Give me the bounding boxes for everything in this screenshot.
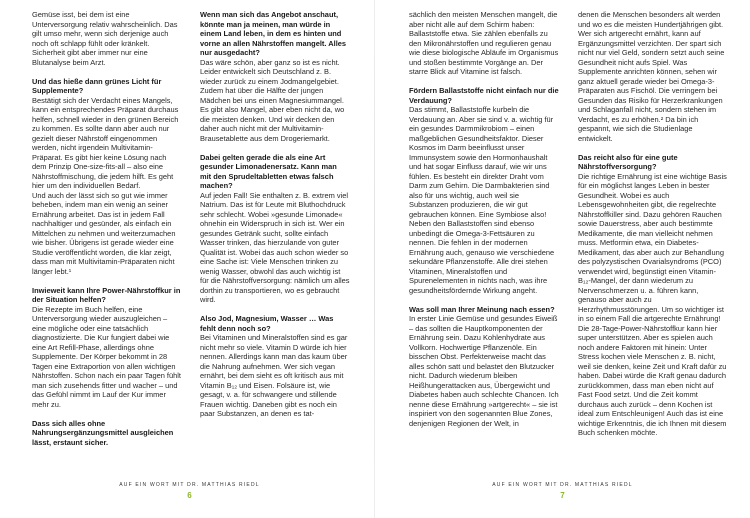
paragraph-spacer [32, 409, 182, 419]
interview-question: Also Jod, Magnesium, Wasser … Was fehlt denn noch so? [200, 314, 334, 333]
interview-question: Was soll man Ihrer Meinung nach essen? [409, 304, 555, 314]
page-number: 7 [560, 491, 565, 500]
body-paragraph: Das wäre schön, aber ganz so ist es nicht. Leider entwickelt sich Deutschland z. B. wieder zurück zu einem Jodmangelgebiet. Zudem hat über die Hälfte der jungen Mädchen bei uns einen Magnesiummangel. Es gibt also Mangel, aber eben nicht da, wo die meisten denken. Und wir decken den daher auch nicht mit der Multivitamin-Brausetablette aus dem Drogeriemarkt. [200, 57, 345, 143]
interview-question: Das reicht also für eine gute Nährstoffversorgung? [578, 152, 678, 171]
body-paragraph: Und auch der lässt sich so gut wie immer beheben, indem man ein wenig an seiner Ernährung arbeitet. Das ist in jedem Fall nachhaltiger und gesünder, als einfach ein Mittelchen zu nehmen und weiterzumachen wie bisher. Übrigens ist gerade wieder eine Studie veröffentlicht worden, die klar zeigt, dass man mit Multivitamin-Präparaten nicht länger lebt.¹ [32, 190, 176, 276]
page-number: 6 [187, 491, 192, 500]
paragraph-spacer [578, 143, 728, 153]
interview-question: Fördern Ballaststoffe nicht einfach nur die Verdauung? [409, 86, 559, 105]
left-page-column-1 [32, 10, 182, 485]
right-page-column-2 [578, 10, 728, 485]
running-footer: AUF EIN WORT MIT DR. MATTHIAS RIEDL [492, 482, 633, 488]
interview-question: Dabei gelten gerade die als eine Art gesunder Limonadenersatz. Kann man mit den Sprudeltabletten etwas falsch machen? [200, 152, 337, 190]
interview-question: Inwieweit kann Ihre Power-Nährstoffkur in der Situation helfen? [32, 285, 181, 304]
body-paragraph: Bei Vitaminen und Mineralstoffen sind es gar nicht mehr so viele. Vitamin D würde ich hier nennen. Allerdings kann man das kaum über die Nahrung aufnehmen. Wer sich vegan ernährt, bei dem sieht es oft kritisch aus mit Vitamin B₁₂ und Eisen. Folsäure ist, wie gesagt, v. a. für schwangere und stillende Frauen wichtig. Daneben gibt es noch ein paar Substanzen, an denen es tat- [200, 333, 348, 418]
interview-question: Wenn man sich das Angebot anschaut, könnte man ja meinen, man würde in einem Land leben, in dem es hinten und vorne an allen Nährstoffen mangelt. Alles nur ausgedacht? [200, 10, 347, 57]
paragraph-spacer [200, 143, 350, 153]
body-paragraph: Gemüse isst, bei dem ist eine Unterversorgung relativ wahrscheinlich. Das gilt umso mehr, wenn sich derjenige auch noch oft schlapp fühlt oder kränkelt. Sicherheit gibt aber immer nur eine Blutanalyse beim Arzt. [32, 10, 178, 67]
paragraph-spacer [409, 295, 559, 305]
interview-question: Dass sich alles ohne Nahrungsergänzungsmittel ausgleichen lässt, erstaunt sicher. [32, 418, 174, 447]
body-paragraph: Bestätigt sich der Verdacht eines Mangels, kann ein entsprechendes Präparat durchaus helfen, schnell wieder in den grünen Bereich zu kommen. Es sollte dann aber auch nur gezielt dieser Nährstoff eingenommen werden, nicht irgendein Multivitamin-Präparat. Es gibt hier keine Lösung nach dem Prinzip One-size-fits-all – also eine Nährstoffmischung, die jedem hilft. Es geht hier um den individuellen Bedarf. [32, 95, 179, 190]
body-paragraph: sächlich den meisten Menschen mangelt, die aber nicht alle auf dem Schirm haben: Ballaststoffe etwa. Sie zählen ebenfalls zu den Mikronährstoffen und regulieren genau wie diese biologische Abläufe im Organismus und stoßen bestimmte Vorgänge an. Der starre Blick auf Vitamine ist falsch. [409, 10, 559, 76]
body-paragraph: Auf jeden Fall! Sie enthalten z. B. extrem viel Natrium. Das ist für Leute mit Bluthochdruck sehr schlecht. Wobei »gesunde Limonade« ohnehin ein Widerspruch in sich ist. Wer ein gesundes Getränk sucht, sollte einfach Wasser trinken, das hierzulande von guter Qualität ist. Wobei das auch schon wieder so eine Sache ist: Viele Menschen trinken zu wenig Wasser, obwohl das auch wichtig ist für die Nährstoffversorgung: nämlich um alles dorthin zu transportieren, wo es gebraucht wird. [200, 190, 350, 304]
body-paragraph: Das stimmt, Ballaststoffe kurbeln die Verdauung an. Aber sie sind v. a. wichtig für ein gesundes Darmmikrobiom – einen maßgeblichen Gesundheitsfaktor. Dieser Kosmos im Darm beeinflusst unser Immunsystem sowie den Hormonhaushalt und hat sogar Einfluss darauf, wie wir uns fühlen. Es besteht ein direkter Draht vom Darm zum Gehirn. Die Darmbakterien sind also für uns wichtig, auch weil sie Substanzen produzieren, die wir gut gebrauchen können. Eine Symbiose also! Neben den Ballaststoffen sind ebenso unbedingt die Omega-3-Fettsäuren zu nennen. Die fehlen in der modernen Ernährung auch, genauso wie verschiedene sekundäre Pflanzenstoffe. Alle drei stehen Vitaminen, Mineralstoffen und Spurenelementen in nichts nach, was ihre gesundheitsfördernde Wirkung angeht. [409, 105, 555, 295]
right-page [375, 0, 750, 518]
body-paragraph: denen die Menschen besonders alt werden und wo es die meisten Hundertjährigen gibt. Wer sich artgerecht ernährt, kann auf Ergänzungsmittel verzichten. Der spart sich nicht nur viel Geld, sondern setzt auch seine Gesundheit nicht aufs Spiel. Was Supplemente anrichten können, sehen wir ganz aktuell gerade wieder bei Omega-3-Präparaten aus Fischöl. Die verringern bei Gesunden das Risiko für Herzerkrankungen und Schlaganfall nicht, sondern stehen im Verdacht, es zu erhöhen.² Da bin ich gespannt, wie sich die Studienlage entwickelt. [578, 10, 725, 143]
right-page-column-1 [409, 10, 559, 485]
paragraph-spacer [200, 305, 350, 315]
running-footer: AUF EIN WORT MIT DR. MATTHIAS RIEDL [119, 482, 260, 488]
paragraph-spacer [32, 67, 182, 77]
body-paragraph: In erster Linie Gemüse und gesundes Eiweiß – das sollten die Hauptkomponenten der Ernährung sein. Dazu Kohlenhydrate aus Vollkorn. Hochwertige Pflanzenöle. Ein bisschen Obst. Perfekterweise macht das alles schön satt und belastet den Blutzucker nicht. Dadurch wiederum bleiben Heißhungerattacken aus, Übergewicht und Diabetes haben auch schlechte Chancen. Ich nenne diese Ernährung »artgerecht« – sie ist inspiriert von den sogenannten Blue Zones, denjenigen Regionen der Welt, in [409, 314, 559, 428]
interview-question: Und das hieße dann grünes Licht für Supplemente? [32, 76, 162, 95]
body-paragraph: Die richtige Ernährung ist eine wichtige Basis für ein möglichst langes Leben in bester Gesundheit. Wobei es auch Lebensgewohnheiten gibt, die regelrechte Nährstoffkiller sind. Dazu gehören Rauchen sowie Dauerstress, aber auch bestimmte Medikamente, die man vielleicht nehmen muss. Metformin etwa, ein Diabetes-Medikament, das aber auch zur Behandlung des polyzystischen Ovarialsyndroms (PCO) verwendet wird, begünstigt einen Vitamin-B₁₂-Mangel, der dann wiederum zu Nervenschmerzen u. a. führen kann, genauso aber auch zu Herzrhythmusstörungen. Um so wichtiger ist in so einem Fall die artgerechte Ernährung! Die 28-Tage-Power-Nährstoffkur kann hier super unterstützen. Aber es spielen auch noch andere Faktoren mit hinein: Unter Stress kochen viele Menschen z. B. nicht, weil sie denken, keine Zeit und Kraft dafür zu haben. Dabei würde die Kraft genau dadurch zurückkommen, dass man eben nicht auf Fast Food setzt. Und die Zeit kommt durchaus auch zurück – denn Kochen ist ideal zum Entschleunigen! Auch das ist eine wichtige Erkenntnis, die ich Ihnen mit diesem Buch schenken möchte. [578, 171, 727, 437]
paragraph-spacer [32, 276, 182, 286]
left-page-column-2 [200, 10, 350, 485]
paragraph-spacer [409, 77, 559, 87]
body-paragraph: Die Rezepte im Buch helfen, eine Unterversorgung wieder auszugleichen – eine mögliche oder eine tatsächlich diagnostizierte. Die Kur fungiert dabei wie eine Art Refill-Phase, allerdings ohne Supplemente. Der Körper bekommt in 28 Tagen eine Extraportion von allen wichtigen Nährstoffen. Schon nach ein paar Tagen fühlt man sich zusehends fitter und wacher – und das Gefühl nimmt im Lauf der Kur immer mehr zu. [32, 304, 181, 409]
